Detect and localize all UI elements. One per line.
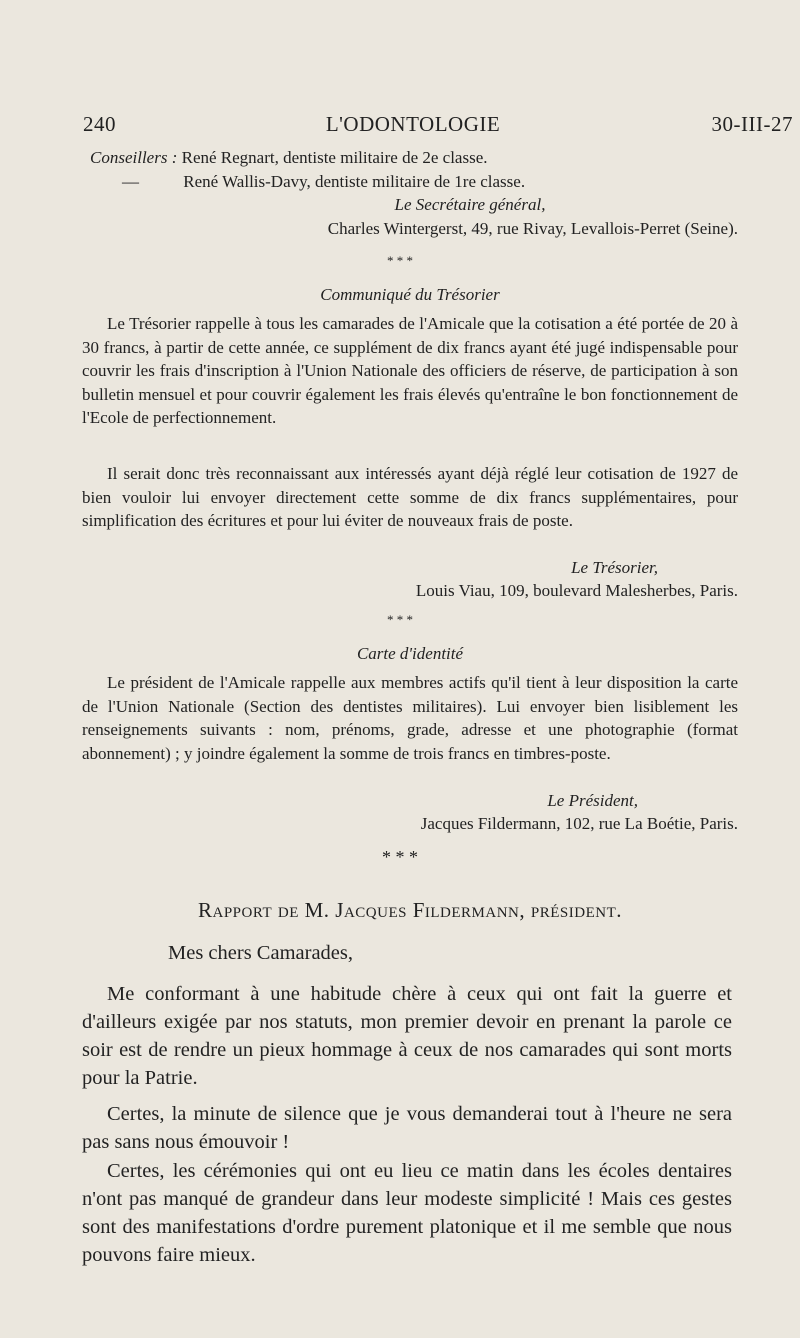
conseiller-1: René Regnart, dentiste militaire de 2e classe.: [181, 148, 488, 167]
conseillers-line-2: [82, 170, 738, 194]
report-paragraph-1: Me conformant à une habitude chère à ceux qui ont fait la guerre et d'ailleurs exigée par nos statuts, mon premier devoir en prenant la parole ce soir est de rendre un pieux hommage à ceux de nos camarades qui sont morts pour la Patrie.: [82, 983, 732, 1089]
identity-heading: Carte d'identité: [356, 644, 464, 663]
treasurer-signature-label: Le Trésorier,: [571, 558, 658, 577]
issue-date: 30-III-27: [711, 112, 793, 136]
identity-signature: Jacques Fildermann, 102, rue La Boétie, Paris.: [420, 814, 738, 833]
conseillers-label: Conseillers :: [90, 148, 178, 167]
report-paragraph-2: Certes, la minute de silence que je vous demanderai tout à l'heure ne sera pas sans nous émouvoir !: [82, 1103, 732, 1153]
conseillers-line-1: [82, 146, 738, 170]
dash: —: [122, 171, 139, 191]
identity-paragraph: Le président de l'Amicale rappelle aux membres actifs qu'il tient à leur disposition la carte de l'Union Nationale (Section des dentistes militaires). Lui envoyer bien lisiblement les renseignements suivants : nom, prénoms, grade, adresse et une photographie (format abonnement) ; y joindre également la somme de trois francs en timbres-poste.: [82, 673, 738, 763]
page-number: 240: [83, 112, 116, 136]
journal-title: L'ODONTOLOGIE: [325, 112, 501, 136]
report-salutation: Mes chers Camarades,: [168, 942, 354, 964]
identity-signature-label: Le Président,: [547, 791, 638, 810]
treasurer-signature: Louis Viau, 109, boulevard Malesherbes, Paris.: [415, 581, 738, 600]
board-list: [82, 146, 738, 240]
treasurer-paragraph-2: Il serait donc très reconnaissant aux intéressés ayant déjà réglé leur cotisation de 1927 de bien vouloir lui envoyer directement cette somme de dix francs supplémentaires, pour simplification des écritures et pour lui éviter de nouveaux frais de poste.: [82, 464, 738, 530]
secretaire-name: Charles Wintergerst, 49, rue Rivay, Levallois-Perret (Seine).: [327, 218, 738, 238]
report-title: Rapport de M. Jacques Fildermann, président.: [198, 898, 622, 922]
report-paragraph-3: Certes, les cérémonies qui ont eu lieu ce matin dans les écoles dentaires n'ont pas manqué de grandeur dans leur modeste simplicité ! Mais ces gestes sont des manifestations d'ordre purement platonique et il me semble que nous pouvons faire mieux.: [82, 1160, 732, 1266]
treasurer-paragraph-1: Le Trésorier rappelle à tous les camarades de l'Amicale que la cotisation a été portée de 20 à 30 francs, à partir de cette année, ce supplément de dix francs ayant été jugé indispensable pour couvrir les frais d'inscription à l'Union Nationale des officiers de réserve, de participation à son bulletin mensuel et pour couvrir également les frais élevés qu'entraîne le bon fonctionnement de l'Ecole de perfectionnement.: [82, 314, 738, 427]
separator-2: * * *: [387, 612, 413, 627]
separator-3: * * *: [382, 847, 418, 867]
treasurer-heading: Communiqué du Trésorier: [320, 285, 500, 304]
separator-1: * * *: [387, 253, 413, 268]
conseiller-2: René Wallis-Davy, dentiste militaire de 1re classe.: [183, 171, 526, 191]
secretaire-label: Le Secrétaire général,: [394, 195, 546, 214]
